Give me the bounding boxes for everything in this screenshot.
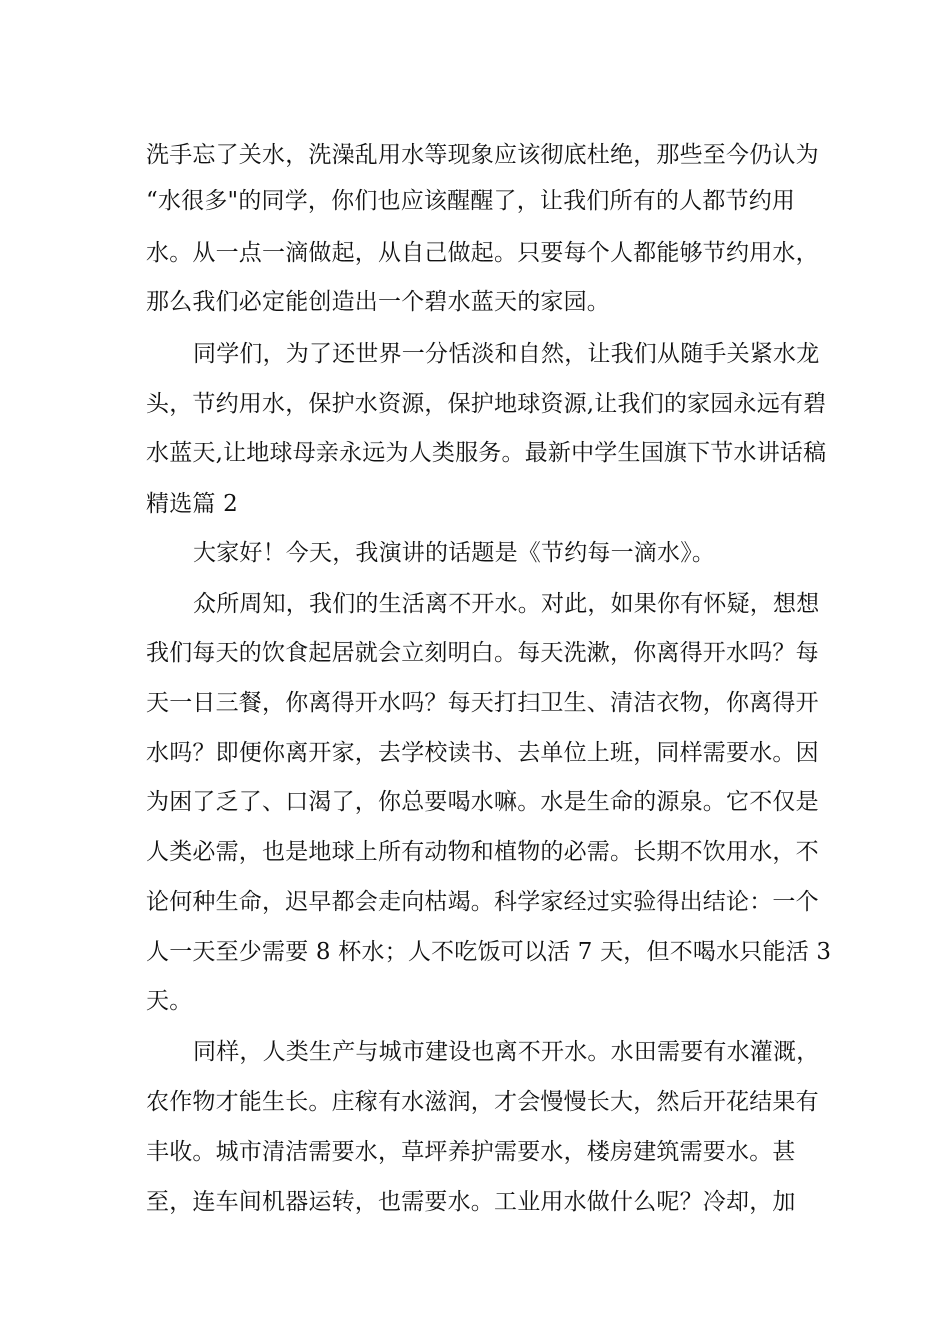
- text-line: 论何种生命，迟早都会走向枯竭。科学家经过实验得出结论：一个: [146, 889, 819, 915]
- text-line: 我们每天的饮食起居就会立刻明白。每天洗漱，你离得开水吗？每: [146, 640, 819, 666]
- text-line: 为困了乏了、口渴了，你总要喝水嘛。水是生命的源泉。它不仅是: [146, 789, 819, 815]
- text-line: 天。: [146, 988, 193, 1014]
- text-line: 水。从一点一滴做起，从自己做起。只要每个人都能够节约用水，: [146, 240, 819, 266]
- text-line: 农作物才能生长。庄稼有水滋润，才会慢慢长大，然后开花结果有: [146, 1089, 819, 1115]
- text-line: 大家好！今天，我演讲的话题是《节约每一滴水》。: [193, 540, 716, 566]
- text-line: 天一日三餐，你离得开水吗？每天打扫卫生、清洁衣物，你离得开: [146, 690, 819, 716]
- text-line: 众所周知，我们的生活离不开水。对此，如果你有怀疑，想想: [193, 591, 820, 617]
- text-line: 精选篇 2: [146, 491, 238, 517]
- text-line: 洗手忘了关水，洗澡乱用水等现象应该彻底杜绝，那些至今仍认为: [146, 142, 819, 168]
- text-line: 水吗？即便你离开家，去学校读书、去单位上班，同样需要水。因: [146, 740, 819, 766]
- text-line: 头，节约用水，保护水资源，保护地球资源,让我们的家园永远有碧: [146, 391, 827, 417]
- text-line: 同样，人类生产与城市建设也离不开水。水田需要有水灌溉，: [193, 1039, 820, 1065]
- text-line: 水蓝天,让地球母亲永远为人类服务。最新中学生国旗下节水讲话稿: [146, 440, 827, 466]
- text-line: 人类必需，也是地球上所有动物和植物的必需。长期不饮用水，不: [146, 839, 819, 865]
- text-line: 那么我们必定能创造出一个碧水蓝天的家园。: [146, 289, 610, 315]
- text-line: 同学们，为了还世界一分恬淡和自然，让我们从随手关紧水龙: [193, 341, 820, 367]
- text-line: 至，连车间机器运转，也需要水。工业用水做什么呢？冷却，加: [146, 1189, 796, 1215]
- text-line: 丰收。城市清洁需要水，草坪养护需要水，楼房建筑需要水。甚: [146, 1139, 796, 1165]
- text-line: 人一天至少需要 8 杯水；人不吃饭可以活 7 天，但不喝水只能活 3: [146, 939, 832, 965]
- text-line: “水很多"的同学，你们也应该醒醒了，让我们所有的人都节约用: [146, 188, 796, 214]
